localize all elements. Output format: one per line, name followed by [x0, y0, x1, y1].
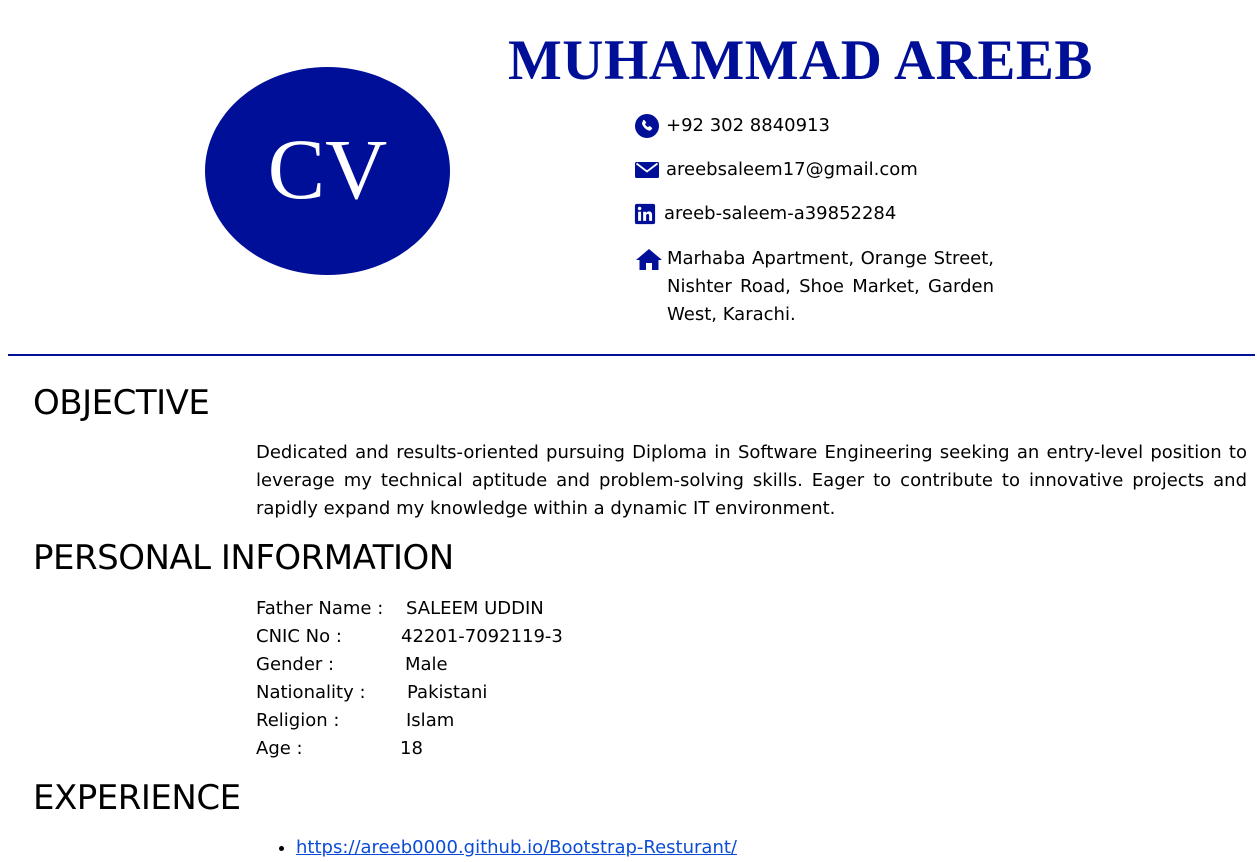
objective-text: Dedicated and results-oriented pursuing Diploma in Software Engineering seeking an entry-level position to leverage my technical aptitude and problem-solving skills. Eager to contribute to innovative projects and rapidly expand my knowledge within a dynamic IT environment.: [256, 442, 1247, 519]
cv-logo: [205, 67, 450, 275]
info-label: Gender :: [256, 654, 335, 675]
experience-list: [270, 834, 737, 862]
experience-link[interactable]: https://areeb0000.github.io/Bootstrap-Resturant/: [296, 837, 737, 858]
contact-phone: [634, 112, 994, 140]
contact-email: [634, 156, 994, 184]
cv-logo-text: CV: [267, 121, 388, 217]
personal-info-heading: PERSONAL INFORMATION: [33, 538, 454, 578]
linkedin-handle: areeb-saleem-a39852284: [664, 203, 897, 224]
phone-icon: [634, 114, 660, 138]
info-value: Male: [405, 654, 448, 675]
info-value: 42201-7092119-3: [401, 626, 563, 647]
contact-address: [634, 245, 994, 329]
phone-number: +92 302 8840913: [666, 115, 830, 136]
objective-heading: OBJECTIVE: [33, 383, 210, 423]
info-value: Pakistani: [407, 682, 488, 703]
email-address: areebsaleem17@gmail.com: [666, 159, 918, 180]
header-divider: [8, 354, 1255, 356]
info-value: 18: [400, 738, 423, 759]
list-item: [296, 834, 737, 862]
home-icon: [634, 247, 664, 271]
linkedin-icon: [634, 202, 656, 226]
info-label: Nationality :: [256, 682, 366, 703]
contact-linkedin: [634, 200, 994, 228]
info-value: Islam: [406, 710, 455, 731]
info-value: SALEEM UDDIN: [406, 598, 544, 619]
experience-heading: EXPERIENCE: [33, 778, 241, 818]
email-icon: [634, 158, 660, 182]
info-label: Religion :: [256, 710, 340, 731]
info-label: Father Name :: [256, 598, 384, 619]
address-text: Marhaba Apartment, Orange Street, Nishter Road, Shoe Market, Garden West, Karachi.: [667, 248, 994, 325]
candidate-name: MUHAMMAD AREEB: [508, 29, 1093, 92]
info-label: CNIC No :: [256, 626, 342, 647]
info-label: Age :: [256, 738, 303, 759]
